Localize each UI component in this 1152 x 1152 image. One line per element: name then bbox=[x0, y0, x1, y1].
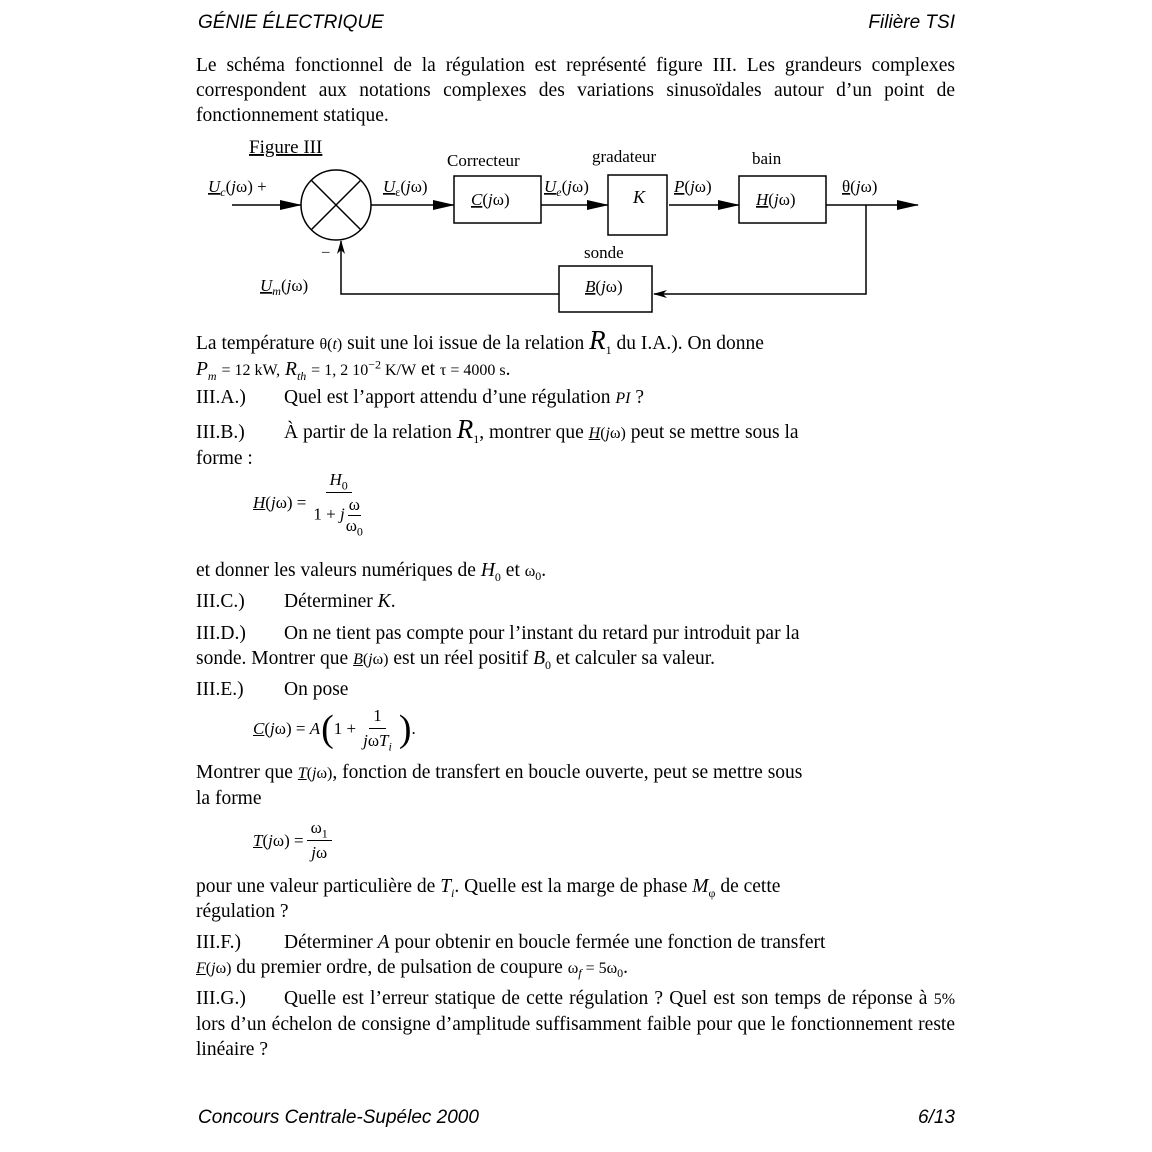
question-f: III.F.) Déterminer A pour obtenir en boucle fermée une fonction de transfert F(jω) du premier ordre, de pulsation de coupure $\omega_f = 5\omega_0$. bbox=[196, 932, 826, 981]
question-e: III.E.) On pose bbox=[196, 679, 349, 700]
block-b-text: B(jω) bbox=[585, 277, 623, 296]
label-gradateur: gradateur bbox=[592, 147, 657, 166]
label-uc: $U_c(j\omega)$ + bbox=[208, 177, 267, 199]
question-a: III.A.) Quel est l’apport attendu d’une régulation PI ? bbox=[196, 387, 645, 408]
question-d: III.D.) On ne tient pas compte pour l’instant du retard pur introduit par la sonde. Montrer que B(jω) est un réel positif $B_0$ et calculer sa valeur. bbox=[196, 623, 800, 672]
formula-t: T(jω) = $\frac{\omega_1}{j\omega}$ bbox=[253, 818, 335, 863]
question-e-end: pour une valeur particulière de $T_i$. Quelle est la marge de phase $M_\varphi$ de cette régulation ? bbox=[196, 876, 781, 922]
footer-left: Concours Centrale-Supélec 2000 bbox=[198, 1107, 479, 1128]
header-left: GÉNIE ÉLECTRIQUE bbox=[198, 12, 384, 33]
header-right: Filière TSI bbox=[868, 12, 955, 33]
label-theta: θ(jω) bbox=[842, 177, 878, 196]
label-um: $U_m(j\omega)$ bbox=[260, 276, 309, 298]
label-bain: bain bbox=[752, 149, 782, 168]
intro-paragraph: Le schéma fonctionnel de la régulation est représenté figure III. Les grandeurs complexes correspondent aux notations complexes des variations sinusoïdales autour d’un point de fonctionnement statique. bbox=[196, 55, 955, 126]
minus-sign: – bbox=[322, 244, 330, 260]
label-p: P(jω) bbox=[674, 177, 712, 196]
temperature-paragraph: La température θ(t) suit une loi issue de la relation $R_1$ du I.A.). On donne $P_m = 12$ kW, $R_{th} = 1$, 2 $10^{-2}$ K/W et τ = 4000 s. bbox=[196, 325, 764, 383]
question-e-continue: Montrer que T(jω), fonction de transfert en boucle ouverte, peut se mettre sous la forme bbox=[196, 762, 803, 809]
label-correcteur: Correcteur bbox=[447, 151, 520, 170]
footer-right: 6/13 bbox=[918, 1107, 955, 1128]
question-b: III.B.) À partir de la relation $R_1$, montrer que H(jω) peut se mettre sous la forme : bbox=[196, 414, 799, 469]
comparator bbox=[301, 170, 371, 240]
question-c: III.C.) Déterminer K. bbox=[196, 591, 396, 612]
formula-c: C(jω) = A ( 1 + $\frac{1}{j\omega T_i}$ ) . bbox=[253, 706, 416, 754]
block-diagram bbox=[196, 130, 936, 315]
figure-title: Figure III bbox=[249, 137, 323, 158]
label-ue: $U_e(j\omega)$ bbox=[544, 177, 589, 199]
question-b-after: et donner les valeurs numériques de $H_0$ et $\omega_0$. bbox=[196, 560, 547, 584]
label-sonde: sonde bbox=[584, 243, 624, 262]
block-h-text: H(jω) bbox=[756, 190, 796, 209]
label-ueps: $U_\varepsilon(j\omega)$ bbox=[383, 177, 428, 199]
block-k-text: K bbox=[633, 187, 646, 207]
block-c-text: C(jω) bbox=[471, 190, 510, 209]
question-g: III.G.) Quelle est l’erreur statique de cette régulation ? Quel est son temps de réponse à 5% lors d’un échelon de consigne d’amplitude suffisamment faible pour que le fonctionnement reste linéaire ? bbox=[196, 988, 956, 1060]
feedback-line-left bbox=[341, 241, 559, 294]
formula-h: H(jω) = $H_0$ 1 + j $\frac{\omega}{\omega_0}$ bbox=[253, 470, 363, 539]
